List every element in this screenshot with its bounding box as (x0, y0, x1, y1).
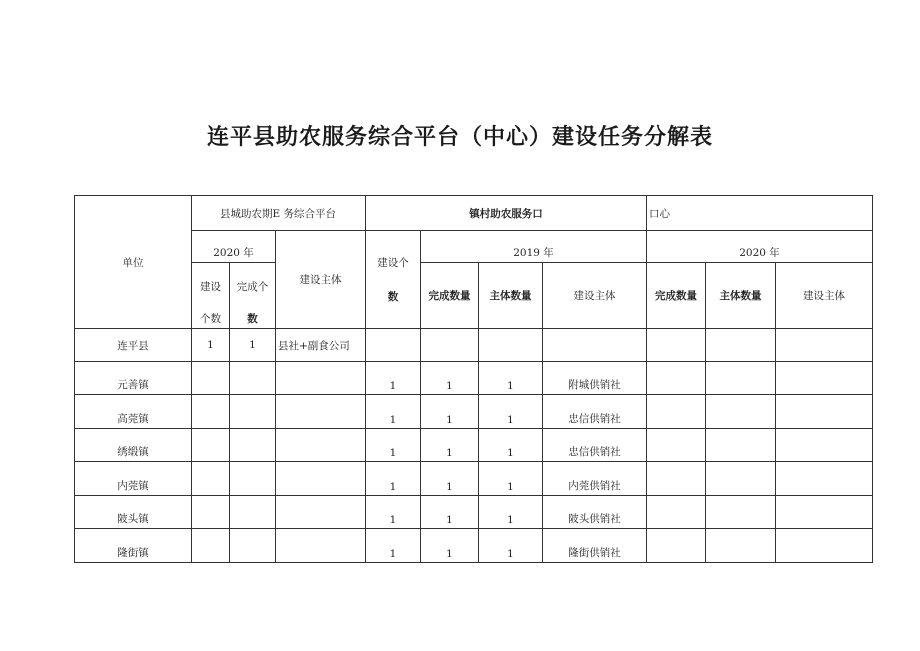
row-town-count: 1 (366, 462, 421, 496)
row-town-count: 1 (366, 496, 421, 529)
row-county-done (230, 462, 276, 496)
task-table (74, 195, 873, 563)
row-town2020-subject-qty (706, 362, 776, 395)
row-town2020-done (647, 329, 706, 362)
row-town-count: 1 (366, 529, 421, 563)
row-town2020-subject-qty (706, 395, 776, 429)
header-col-build (192, 263, 230, 329)
row-county-build (192, 462, 230, 496)
row-town-done: 1 (421, 462, 479, 496)
row-unit: 绣缎镇 (75, 429, 192, 462)
row-town-subject: 忠信供销社 (543, 395, 647, 429)
table-row (75, 462, 873, 496)
table-row (75, 362, 873, 395)
header-done-qty: 完成数量 (421, 263, 479, 329)
row-town2020-subject (776, 496, 873, 529)
table-row (75, 395, 873, 429)
row-town2020-subject-qty (706, 429, 776, 462)
header-subject: 建设主体 (543, 263, 647, 329)
row-town-done: 1 (421, 529, 479, 563)
row-unit: 元善镇 (75, 362, 192, 395)
row-town-subject-qty: 1 (479, 429, 543, 462)
header-row-3 (75, 263, 873, 329)
header-county-platform-b: E 务综合平台 (272, 207, 337, 220)
row-county-done (230, 362, 276, 395)
row-town-count: 1 (366, 395, 421, 429)
header-build-count (366, 231, 421, 329)
header-done-qty-2020: 完成数量 (647, 263, 706, 329)
row-town-subject-qty: 1 (479, 395, 543, 429)
row-town2020-subject (776, 429, 873, 462)
header-unit: 单位 (75, 196, 192, 329)
row-town-subject (543, 329, 647, 362)
row-town-subject-qty (479, 329, 543, 362)
header-subject-2020: 建设主体 (776, 263, 873, 329)
row-unit: 连平县 (75, 329, 192, 362)
row-county-subject (276, 429, 366, 462)
row-county-done (230, 496, 276, 529)
row-county-done (230, 395, 276, 429)
row-town-subject-qty: 1 (479, 462, 543, 496)
row-town-subject: 附城供销社 (543, 362, 647, 395)
header-col-build-b: 个数 (200, 313, 221, 325)
row-county-subject (276, 529, 366, 563)
header-row-1 (75, 196, 873, 231)
row-town-count: 1 (366, 362, 421, 395)
row-town-done: 1 (421, 395, 479, 429)
row-county-subject (276, 496, 366, 529)
row-town2020-done (647, 362, 706, 395)
row-county-build (192, 362, 230, 395)
row-town2020-done (647, 429, 706, 462)
header-subject-qty: 主体数量 (479, 263, 543, 329)
header-build-count-a: 建设个 (377, 257, 409, 269)
row-county-subject (276, 462, 366, 496)
row-town-subject: 陂头供销社 (543, 496, 647, 529)
row-town2020-subject (776, 395, 873, 429)
header-col-done (230, 263, 276, 329)
row-county-done (230, 429, 276, 462)
row-town2020-subject (776, 362, 873, 395)
row-town-done: 1 (421, 429, 479, 462)
row-town-subject-qty: 1 (479, 496, 543, 529)
table-row (75, 496, 873, 529)
header-col-done-b: 数 (247, 313, 258, 325)
row-unit: 隆街镇 (75, 529, 192, 563)
row-town2020-done (647, 529, 706, 563)
header-col-build-a: 建设 (200, 281, 221, 293)
row-unit: 陂头镇 (75, 496, 192, 529)
header-town-2020: 2020 年 (647, 231, 873, 263)
row-town2020-done (647, 395, 706, 429)
row-unit: 内莞镇 (75, 462, 192, 496)
row-town-subject-qty: 1 (479, 362, 543, 395)
row-county-subject (276, 395, 366, 429)
header-county-year: 2020 年 (192, 231, 276, 263)
row-county-subject: 县社+副食公司 (276, 329, 366, 362)
row-town-subject: 内莞供销社 (543, 462, 647, 496)
row-town-done: 1 (421, 362, 479, 395)
header-col-done-a: 完成个 (236, 281, 269, 293)
row-town-subject: 隆街供销社 (543, 529, 647, 563)
row-town2020-subject-qty (706, 496, 776, 529)
row-town2020-subject-qty (706, 329, 776, 362)
row-town-count: 1 (366, 429, 421, 462)
row-town2020-subject (776, 462, 873, 496)
row-town-count (366, 329, 421, 362)
row-town-subject: 忠信供销社 (543, 429, 647, 462)
header-subject-qty-2020: 主体数量 (706, 263, 776, 329)
row-unit: 高莞镇 (75, 395, 192, 429)
row-town-done: 1 (421, 496, 479, 529)
row-town2020-subject (776, 529, 873, 563)
header-town-2019: 2019 年 (421, 231, 647, 263)
row-county-done (230, 529, 276, 563)
page-title: 连平县助农服务综合平台（中心）建设任务分解表 (206, 125, 713, 150)
row-county-build (192, 429, 230, 462)
row-town2020-done (647, 496, 706, 529)
row-town2020-subject (776, 329, 873, 362)
header-county-platform-a: 县城助农期 (220, 207, 273, 220)
row-town2020-subject-qty (706, 462, 776, 496)
header-build-count-b: 数 (387, 291, 399, 303)
header-town-center: 镇村助农服务口 (366, 196, 647, 231)
row-county-done: 1 (230, 329, 276, 362)
row-county-build (192, 529, 230, 563)
row-county-subject (276, 362, 366, 395)
table-row (75, 429, 873, 462)
row-town-done (421, 329, 479, 362)
row-town2020-done (647, 462, 706, 496)
header-county-platform (192, 196, 366, 231)
row-town-subject-qty: 1 (479, 529, 543, 563)
row-town2020-subject-qty (706, 529, 776, 563)
row-county-build: 1 (192, 329, 230, 362)
table-row (75, 329, 873, 362)
header-town-center-tail: 口心 (647, 196, 873, 231)
header-row-2 (75, 231, 873, 263)
header-county-subject: 建设主体 (276, 231, 366, 329)
row-county-build (192, 395, 230, 429)
row-county-build (192, 496, 230, 529)
table-row (75, 529, 873, 563)
